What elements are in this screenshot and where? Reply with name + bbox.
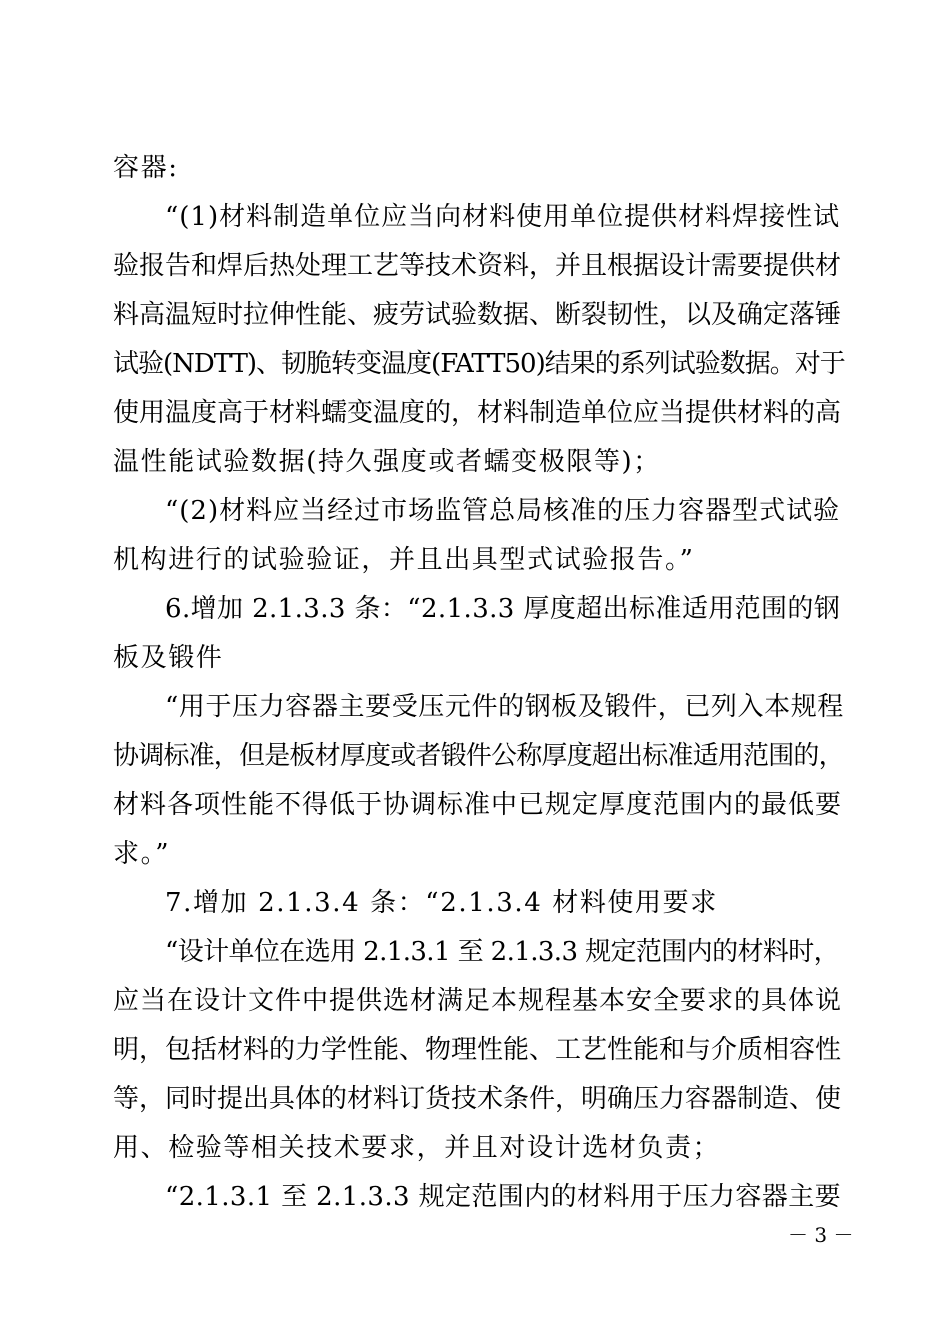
text-line: 明，包括材料的力学性能、物理性能、工艺性能和与介质相容性 (113, 1035, 842, 1065)
page-number: － 3 － (788, 1223, 854, 1247)
text-line: 板及锻件 (113, 643, 224, 673)
text-line: 机构进行的试验验证，并且出具型式试验报告。” (113, 545, 695, 575)
text-line: “(1)材料制造单位应当向材料使用单位提供材料焊接性试 (165, 202, 841, 232)
text-line: “(2)材料应当经过市场监管总局核准的压力容器型式试验 (165, 496, 841, 526)
text-line: 协调标准，但是板材厚度或者锻件公称厚度超出标准适用范围的， (113, 741, 844, 771)
text-line: 容器: (113, 153, 179, 183)
text-line: 试验(NDTT)、韧脆转变温度(FATT50)结果的系列试验数据。对于 (113, 349, 845, 379)
text-line: 温性能试验数据(持久强度或者蠕变极限等)； (113, 447, 661, 477)
text-line: 求。” (113, 839, 171, 869)
text-line: 应当在设计文件中提供选材满足本规程基本安全要求的具体说 (113, 986, 843, 1016)
text-line: 料高温短时拉伸性能、疲劳试验数据、断裂韧性，以及确定落锤 (113, 300, 842, 330)
text-line: “用于压力容器主要受压元件的钢板及锻件，已列入本规程 (165, 692, 844, 722)
text-line: “2.1.3.1 至 2.1.3.3 规定范围内的材料用于压力容器主要 (165, 1182, 842, 1212)
text-line: 7.增加 2.1.3.4 条：“2.1.3.4 材料使用要求 (165, 888, 718, 918)
text-line: 材料各项性能不得低于协调标准中已规定厚度范围内的最低要 (113, 790, 843, 820)
text-line: 用、检验等相关技术要求，并且对设计选材负责； (113, 1133, 721, 1163)
text-line: 使用温度高于材料蠕变温度的，材料制造单位应当提供材料的高 (113, 398, 842, 428)
text-line: “设计单位在选用 2.1.3.1 至 2.1.3.3 规定范围内的材料时， (165, 937, 840, 967)
text-line: 验报告和焊后热处理工艺等技术资料，并且根据设计需要提供材 (113, 251, 842, 281)
text-line: 6.增加 2.1.3.3 条：“2.1.3.3 厚度超出标准适用范围的钢 (165, 594, 841, 624)
text-line: 等，同时提出具体的材料订货技术条件，明确压力容器制造、使 (113, 1084, 842, 1114)
